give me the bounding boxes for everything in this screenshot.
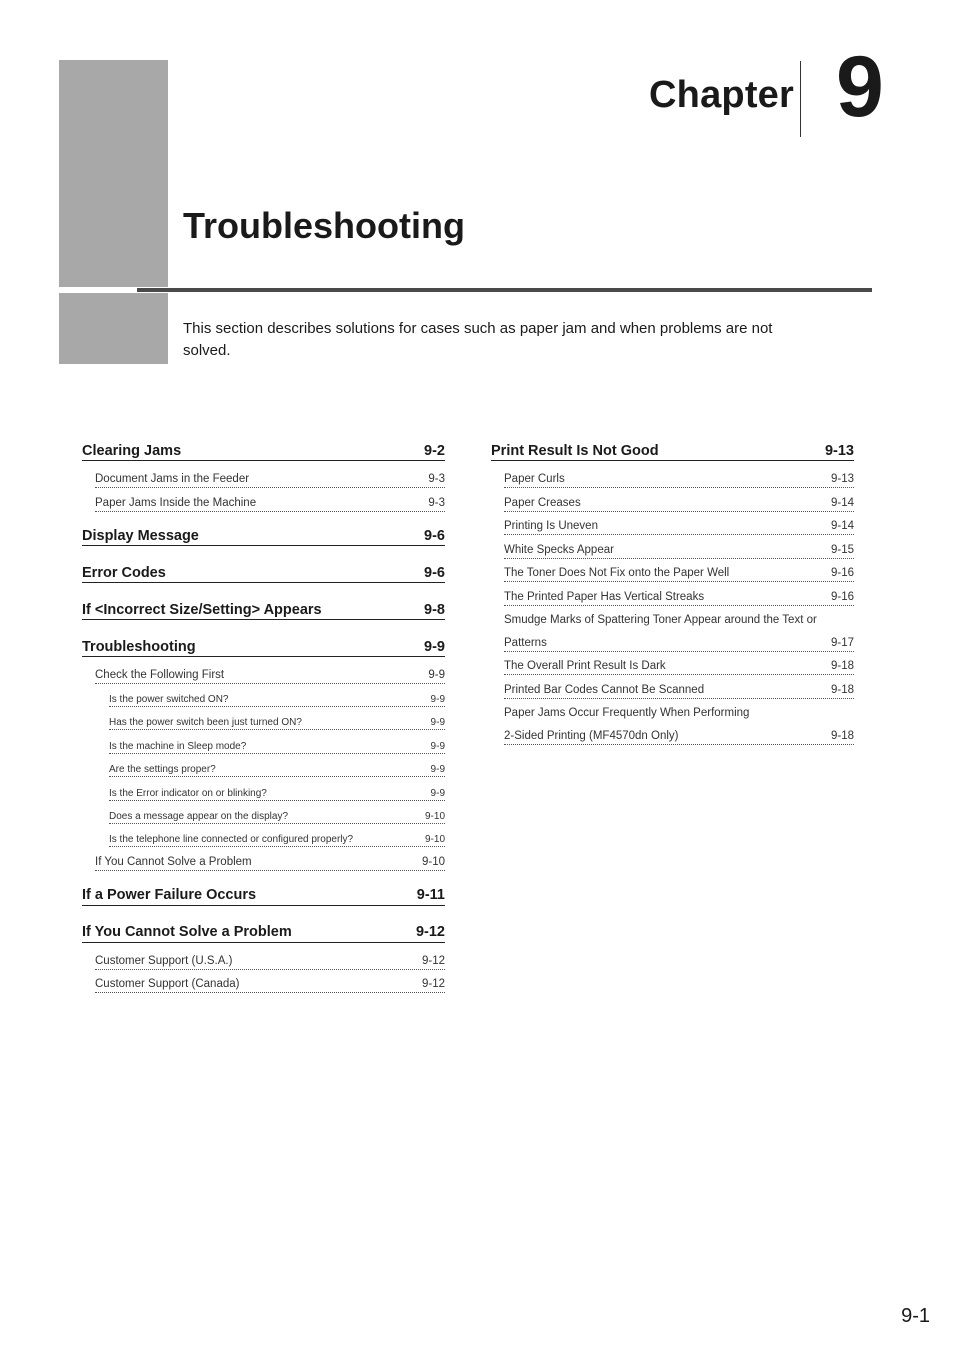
toc-entry-settings-proper[interactable] xyxy=(109,759,445,778)
toc-page: 9-6 xyxy=(424,527,445,544)
toc-label: Document Jams in the Feeder xyxy=(95,473,250,486)
toc-label: Printing Is Uneven xyxy=(504,520,598,533)
toc-entry-just-turned-on[interactable] xyxy=(109,712,445,731)
toc-entry-paper-jams-line2[interactable] xyxy=(504,726,854,745)
toc-label: Paper Jams Inside the Machine xyxy=(95,496,257,509)
toc-entry-cannot-solve-sub[interactable] xyxy=(95,852,445,871)
toc-label: Printed Bar Codes Cannot Be Scanned xyxy=(504,683,705,696)
toc-entry-check-first[interactable] xyxy=(95,665,445,684)
toc-page: 9-9 xyxy=(430,787,445,799)
toc-page: 9-10 xyxy=(424,810,445,822)
toc-page: 9-12 xyxy=(421,978,445,991)
toc-label: Is the telephone line connected or configured properly? xyxy=(109,834,354,846)
toc-page: 9-14 xyxy=(830,496,854,509)
toc-page: 9-13 xyxy=(824,442,854,459)
toc-page: 9-9 xyxy=(430,717,445,729)
toc-entry-smudge-line2[interactable] xyxy=(504,633,854,652)
toc-entry-clearing-jams[interactable] xyxy=(82,440,445,461)
toc-page: 9-8 xyxy=(424,601,445,618)
toc-label: Has the power switch been just turned ON? xyxy=(109,717,302,729)
toc-page: 9-18 xyxy=(830,729,854,742)
toc-label: Print Result Is Not Good xyxy=(491,442,659,459)
toc-entry-incorrect-size[interactable] xyxy=(82,599,445,620)
toc-label: 2-Sided Printing (MF4570dn Only) xyxy=(504,729,679,742)
toc-page: 9-3 xyxy=(428,473,445,486)
toc-page: 9-15 xyxy=(830,543,854,556)
toc-entry-paper-curls[interactable] xyxy=(504,469,854,488)
page-number: 9-1 xyxy=(901,1305,930,1327)
toc-page: 9-9 xyxy=(424,638,445,655)
toc-entry-message-display[interactable] xyxy=(109,805,445,824)
intro-text: This section describes solutions for cases such as paper jam and when problems are not solved. xyxy=(183,320,773,359)
toc-page: 9-9 xyxy=(430,740,445,752)
toc-page: 9-3 xyxy=(428,496,445,509)
toc-entry-telephone-line[interactable] xyxy=(109,829,445,848)
toc-entry-error-codes[interactable] xyxy=(82,562,445,583)
toc-label: Customer Support (U.S.A.) xyxy=(95,954,233,967)
toc-entry-display-message[interactable] xyxy=(82,525,445,546)
toc-label: If <Incorrect Size/Setting> Appears xyxy=(82,601,322,618)
toc-entry-support-usa[interactable] xyxy=(95,951,445,970)
toc-label: Are the settings proper? xyxy=(109,764,216,776)
toc-page: 9-18 xyxy=(830,660,854,673)
toc-page: 9-13 xyxy=(830,473,854,486)
toc-entry-smudge-line1[interactable] xyxy=(504,610,854,628)
page-title: Troubleshooting xyxy=(183,205,465,246)
toc-page: 9-6 xyxy=(424,564,445,581)
toc-label: Is the Error indicator on or blinking? xyxy=(109,787,267,799)
chapter-tab-block xyxy=(59,60,168,287)
toc-entry-bar-codes[interactable] xyxy=(504,680,854,699)
toc-entry-white-specks[interactable] xyxy=(504,540,854,559)
toc-page: 9-11 xyxy=(416,887,445,904)
toc-entry-printing-uneven[interactable] xyxy=(504,516,854,535)
toc-page: 9-10 xyxy=(424,834,445,846)
toc-page: 9-16 xyxy=(830,567,854,580)
toc-entry-document-jams[interactable] xyxy=(95,469,445,488)
toc-page: 9-18 xyxy=(830,683,854,696)
toc-label: Patterns xyxy=(504,636,547,649)
toc-entry-support-canada[interactable] xyxy=(95,974,445,993)
toc-label: Paper Jams Occur Frequently When Performing xyxy=(504,707,750,720)
toc-label: If You Cannot Solve a Problem xyxy=(82,924,292,941)
toc-label: Is the machine in Sleep mode? xyxy=(109,740,247,752)
toc-entry-overall-dark[interactable] xyxy=(504,656,854,675)
toc-entry-cannot-solve[interactable] xyxy=(82,922,445,943)
toc-page: 9-9 xyxy=(430,764,445,776)
toc-entry-paper-creases[interactable] xyxy=(504,493,854,512)
toc-page: 9-2 xyxy=(424,442,445,459)
toc-label: Smudge Marks of Spattering Toner Appear around the Text or xyxy=(504,614,817,627)
toc-page: 9-9 xyxy=(428,669,445,682)
toc-entry-paper-jams-line1[interactable] xyxy=(504,703,854,721)
toc-entry-power-on[interactable] xyxy=(109,689,445,708)
toc-label: Customer Support (Canada) xyxy=(95,978,240,991)
toc-label: The Printed Paper Has Vertical Streaks xyxy=(504,590,705,603)
toc-entry-vertical-streaks[interactable] xyxy=(504,587,854,606)
toc-entry-sleep-mode[interactable] xyxy=(109,735,445,754)
toc-label: The Overall Print Result Is Dark xyxy=(504,660,666,673)
toc-right-column xyxy=(491,440,854,749)
chapter-number: 9 xyxy=(836,39,884,135)
toc-label: Check the Following First xyxy=(95,669,225,682)
chapter-divider xyxy=(800,61,801,137)
toc-page: 9-17 xyxy=(830,636,854,649)
toc-entry-print-result[interactable] xyxy=(491,440,854,461)
chapter-tab-block-lower xyxy=(59,293,168,364)
toc-label: The Toner Does Not Fix onto the Paper Well xyxy=(504,567,730,580)
toc-page: 9-14 xyxy=(830,520,854,533)
title-rule xyxy=(137,288,872,292)
toc-entry-troubleshooting[interactable] xyxy=(82,636,445,657)
toc-entry-paper-jams-inside[interactable] xyxy=(95,493,445,512)
toc-page: 9-10 xyxy=(421,856,445,869)
toc-left-column xyxy=(82,440,445,998)
toc-entry-toner-not-fix[interactable] xyxy=(504,563,854,582)
toc-label: White Specks Appear xyxy=(504,543,614,556)
toc-label: If You Cannot Solve a Problem xyxy=(95,856,252,869)
toc-entry-error-indicator[interactable] xyxy=(109,782,445,801)
toc-entry-power-failure[interactable] xyxy=(82,885,445,906)
toc-label: Troubleshooting xyxy=(82,638,196,655)
toc-label: If a Power Failure Occurs xyxy=(82,887,257,904)
toc-label: Paper Creases xyxy=(504,496,581,509)
toc-label: Paper Curls xyxy=(504,473,565,486)
toc-label: Display Message xyxy=(82,527,199,544)
toc-label: Is the power switched ON? xyxy=(109,694,229,705)
toc-page: 9-9 xyxy=(430,694,445,705)
toc-label: Error Codes xyxy=(82,564,166,581)
toc-label: Clearing Jams xyxy=(82,442,182,459)
toc-page: 9-16 xyxy=(830,590,854,603)
toc-page: 9-12 xyxy=(421,954,445,967)
toc-label: Does a message appear on the display? xyxy=(109,810,289,822)
toc-page: 9-12 xyxy=(415,924,445,941)
chapter-label: Chapter xyxy=(649,74,794,116)
